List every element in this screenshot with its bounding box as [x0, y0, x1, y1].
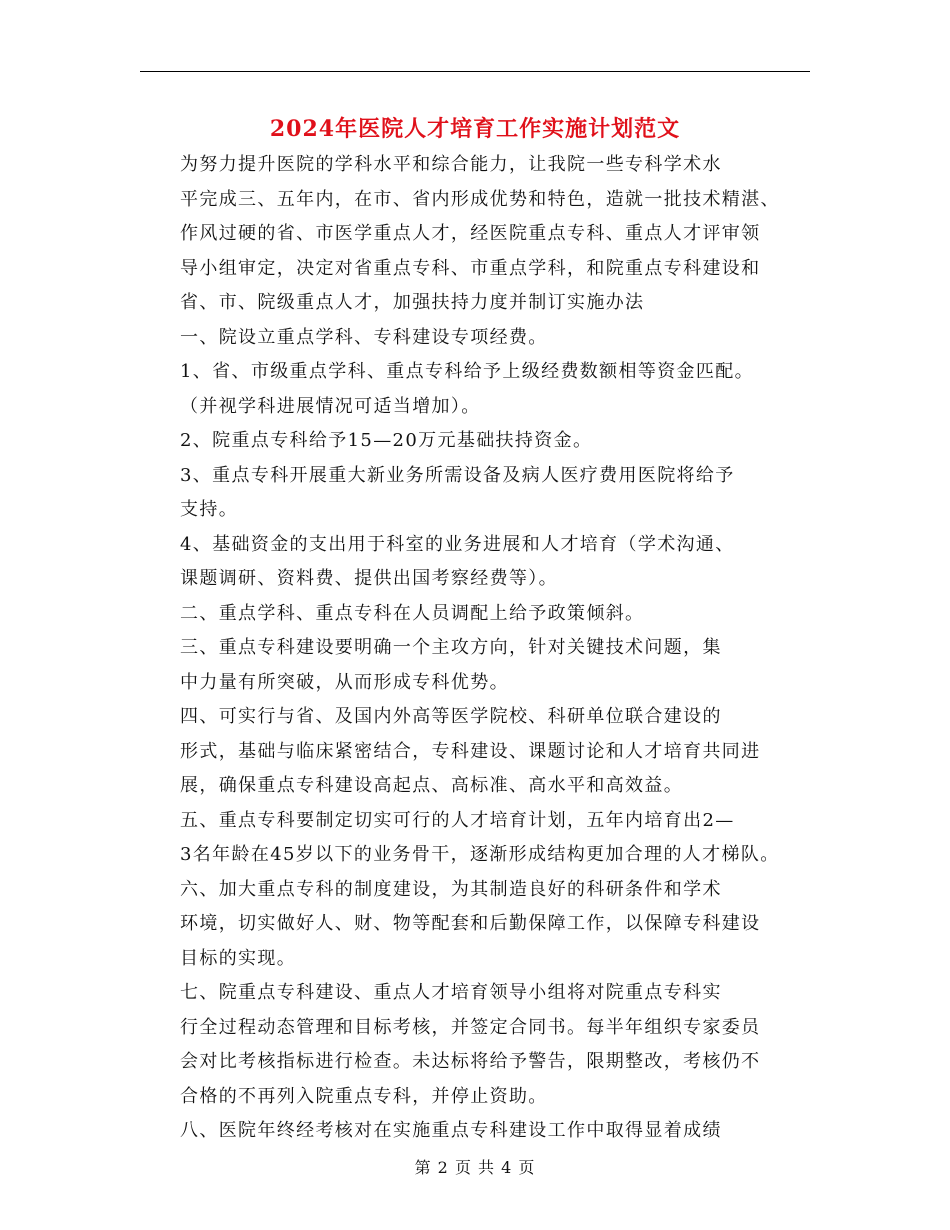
text-line: 环境，切实做好人、财、物等配套和后勤保障工作，以保障专科建设	[180, 913, 761, 934]
text-line: 行全过程动态管理和目标考核，并签定合同书。每半年组织专家委员	[180, 1016, 761, 1038]
text-line: 省、市、院级重点人才，加强扶持力度并制订实施办法	[180, 292, 645, 313]
text-line: 作风过硬的省、市医学重点人才，经医院重点专科、重点人才评审领	[180, 223, 761, 244]
page-number-footer: 第 2 页 共 4 页	[414, 1158, 536, 1177]
paragraph-section-3	[140, 631, 810, 700]
text-line: 3、重点专科开展重大新业务所需设备及病人医疗费用医院将给予	[180, 464, 735, 486]
paragraph-section-7	[140, 976, 810, 1114]
paragraph-section-1	[140, 321, 810, 356]
header-rule	[140, 71, 810, 72]
paragraph-intro	[140, 148, 810, 321]
text-line: 形式，基础与临床紧密结合，专科建设、课题讨论和人才培育共同进	[180, 740, 761, 762]
paragraph-item-1	[140, 355, 810, 424]
text-line: 中力量有所突破，从而形成专科优势。	[180, 671, 509, 693]
text-line: 目标的实现。	[180, 947, 297, 969]
text-line: 三、重点专科建设要明确一个主攻方向，针对关键技术问题，集	[180, 637, 722, 658]
text-line: 为努力提升医院的学科水平和综合能力，让我院一些专科学术水	[180, 154, 722, 175]
text-line: 展，确保重点专科建设高起点、高标准、高水平和高效益。	[180, 775, 684, 796]
document-title: 2024年医院人才培育工作实施计划范文	[269, 116, 681, 142]
text-line: （并视学科进展情况可适当增加）。	[180, 395, 481, 417]
paragraph-item-3	[140, 459, 810, 528]
text-line: 导小组审定，决定对省重点专科、市重点学科，和院重点专科建设和	[180, 257, 761, 279]
paragraph-section-4	[140, 700, 810, 804]
paragraph-item-2	[140, 424, 810, 459]
text-line: 1、省、市级重点学科、重点专科给予上级经费数额相等资金匹配。	[180, 361, 754, 382]
paragraph-section-2	[140, 597, 810, 632]
text-line: 八、医院年终经考核对在实施重点专科建设工作中取得显着成绩	[180, 1120, 722, 1141]
paragraph-section-8	[140, 1114, 810, 1149]
text-line: 2、院重点专科给予15—20万元基础扶持资金。	[180, 430, 593, 451]
paragraph-section-5	[140, 804, 810, 873]
paragraph-section-6	[140, 873, 810, 977]
text-line: 会对比考核指标进行检查。未达标将给予警告，限期整改，考核仍不	[180, 1051, 761, 1072]
document-body	[140, 148, 810, 1149]
text-line: 平完成三、五年内，在市、省内形成优势和特色，造就一批技术精湛、	[180, 188, 780, 210]
text-line: 3名年龄在45岁以下的业务骨干，逐渐形成结构更加合理的人才梯队。	[180, 844, 780, 865]
text-line: 六、加大重点专科的制度建设，为其制造良好的科研条件和学术	[180, 878, 722, 900]
text-line: 4、基础资金的支出用于科室的业务进展和人才培育（学术沟通、	[180, 533, 735, 555]
text-line: 合格的不再列入院重点专科，并停止资助。	[180, 1085, 548, 1107]
paragraph-item-4	[140, 528, 810, 597]
text-line: 支持。	[180, 499, 239, 520]
text-line: 一、院设立重点学科、专科建设专项经费。	[180, 326, 548, 348]
text-line: 课题调研、资料费、提供出国考察经费等）。	[180, 568, 558, 589]
text-line: 七、院重点专科建设、重点人才培育领导小组将对院重点专科实	[180, 982, 722, 1003]
text-line: 二、重点学科、重点专科在人员调配上给予政策倾斜。	[180, 602, 645, 624]
text-line: 五、重点专科要制定切实可行的人才培育计划，五年内培育出2—	[180, 809, 735, 831]
text-line: 四、可实行与省、及国内外高等医学院校、科研单位联合建设的	[180, 706, 722, 727]
